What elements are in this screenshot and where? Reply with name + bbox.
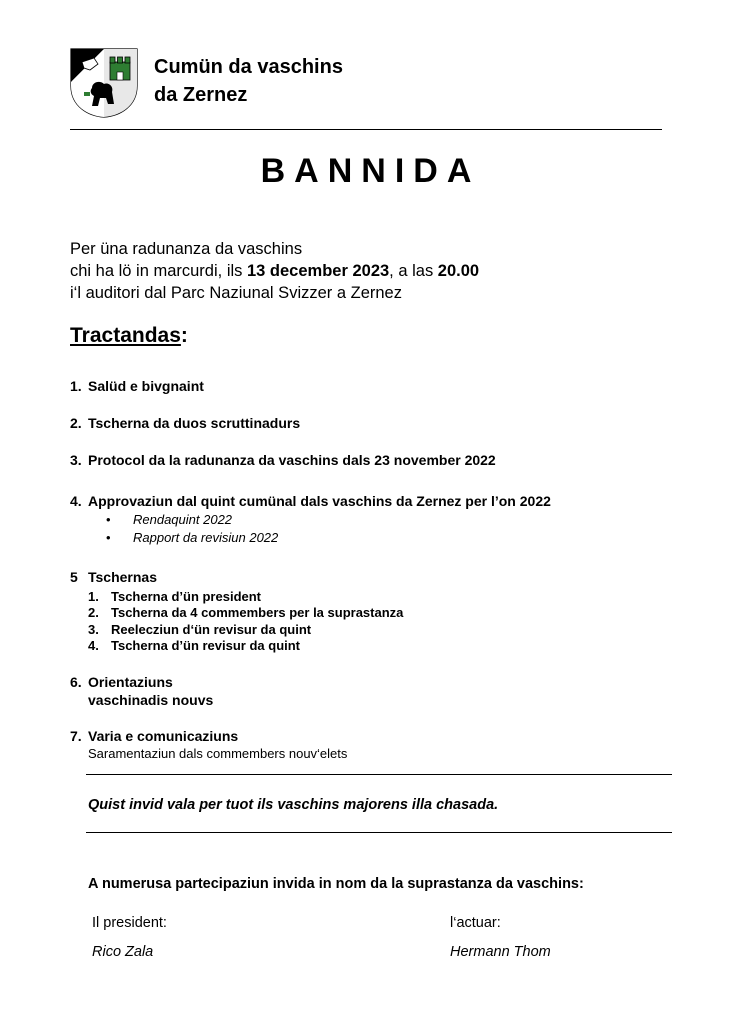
bullet-text: Rendaquint 2022 bbox=[133, 512, 233, 527]
agenda-item-6 bbox=[70, 674, 173, 690]
header-divider bbox=[70, 129, 662, 130]
sub-item-text: Tscherna da 4 commembers per la suprastanza bbox=[111, 605, 404, 620]
agenda-item-text: Salüd e bivgnaint bbox=[88, 378, 204, 394]
org-name-line2: da Zernez bbox=[154, 84, 248, 106]
agenda-item-number: 2. bbox=[70, 415, 82, 431]
sub-item-1 bbox=[88, 589, 261, 604]
actuar-role: l‘actuar: bbox=[450, 915, 501, 931]
intro-line2-a: chi ha lö in marcurdi, ils bbox=[70, 262, 247, 280]
agenda-item-text: Orientaziuns bbox=[88, 674, 173, 690]
bullet-item bbox=[110, 512, 232, 527]
intro-line1: Per üna radunanza da vaschins bbox=[70, 240, 303, 258]
agenda-item-text: Tschernas bbox=[88, 569, 157, 585]
agenda-item-3 bbox=[70, 452, 496, 468]
intro-line2-b: , a las bbox=[389, 262, 438, 280]
president-name: Rico Zala bbox=[92, 944, 154, 960]
agenda-item-number: 6. bbox=[70, 674, 82, 690]
agenda-heading-colon: : bbox=[180, 324, 188, 347]
bullet-text: Rapport da revisiun 2022 bbox=[133, 530, 279, 545]
coat-of-arms-icon bbox=[70, 48, 138, 118]
validity-note: Quist invid vala per tuot ils vaschins majorens illa chasada. bbox=[88, 797, 499, 813]
sub-item-text: Reelecziun d‘ün revisur da quint bbox=[111, 622, 312, 637]
sub-item-number: 2. bbox=[88, 605, 99, 620]
bullet-item bbox=[110, 530, 278, 545]
agenda-item-5 bbox=[70, 569, 157, 585]
intro-line3: i‘l auditori dal Parc Naziunal Svizzer a Zernez bbox=[70, 284, 402, 302]
sub-item-4 bbox=[88, 638, 300, 653]
intro-line2 bbox=[70, 260, 479, 282]
sub-item-3 bbox=[88, 622, 311, 637]
actuar-name: Hermann Thom bbox=[450, 944, 551, 960]
agenda-item-text: Tscherna da duos scruttinadurs bbox=[88, 415, 301, 431]
page-title: BANNIDA bbox=[260, 152, 481, 190]
sub-item-number: 1. bbox=[88, 589, 99, 604]
agenda-heading bbox=[70, 324, 188, 348]
president-role: Il president: bbox=[92, 915, 167, 931]
agenda-item-6-line2: vaschinadis nouvs bbox=[88, 692, 214, 708]
org-name-line1: Cumün da vaschins bbox=[154, 56, 343, 78]
note-divider-bottom bbox=[86, 832, 672, 833]
agenda-item-number: 1. bbox=[70, 378, 82, 394]
agenda-item-text: Protocol da la radunanza da vaschins dals 23 november 2022 bbox=[88, 452, 496, 468]
agenda-item-number: 3. bbox=[70, 452, 82, 468]
sub-item-text: Tscherna d’ün revisur da quint bbox=[111, 638, 301, 653]
meeting-time: 20.00 bbox=[437, 262, 480, 280]
agenda-item-text: Approvaziun dal quint cumünal dals vaschins da Zernez per l’on 2022 bbox=[88, 493, 551, 509]
agenda-item-text: Varia e comunicaziuns bbox=[88, 728, 239, 744]
invitation-text: A numerusa partecipaziun invida in nom da la suprastanza da vaschins: bbox=[88, 876, 584, 892]
sub-item-text: Tscherna d’ün president bbox=[111, 589, 262, 604]
sub-item-2 bbox=[88, 605, 403, 620]
sub-item-number: 3. bbox=[88, 622, 99, 637]
agenda-item-2 bbox=[70, 415, 300, 431]
agenda-item-number: 5 bbox=[70, 569, 78, 585]
agenda-heading-label: Tractandas bbox=[70, 324, 181, 347]
agenda-item-1 bbox=[70, 378, 204, 394]
agenda-item-7 bbox=[70, 728, 238, 744]
agenda-item-7-line2: Saramentaziun dals commembers nouv‘elets bbox=[88, 746, 348, 761]
agenda-item-number: 4. bbox=[70, 493, 82, 509]
sub-item-number: 4. bbox=[88, 638, 99, 653]
agenda-item-number: 7. bbox=[70, 728, 82, 744]
meeting-date: 13 december 2023 bbox=[246, 262, 390, 280]
agenda-item-4 bbox=[70, 493, 551, 509]
note-divider-top bbox=[86, 774, 672, 775]
